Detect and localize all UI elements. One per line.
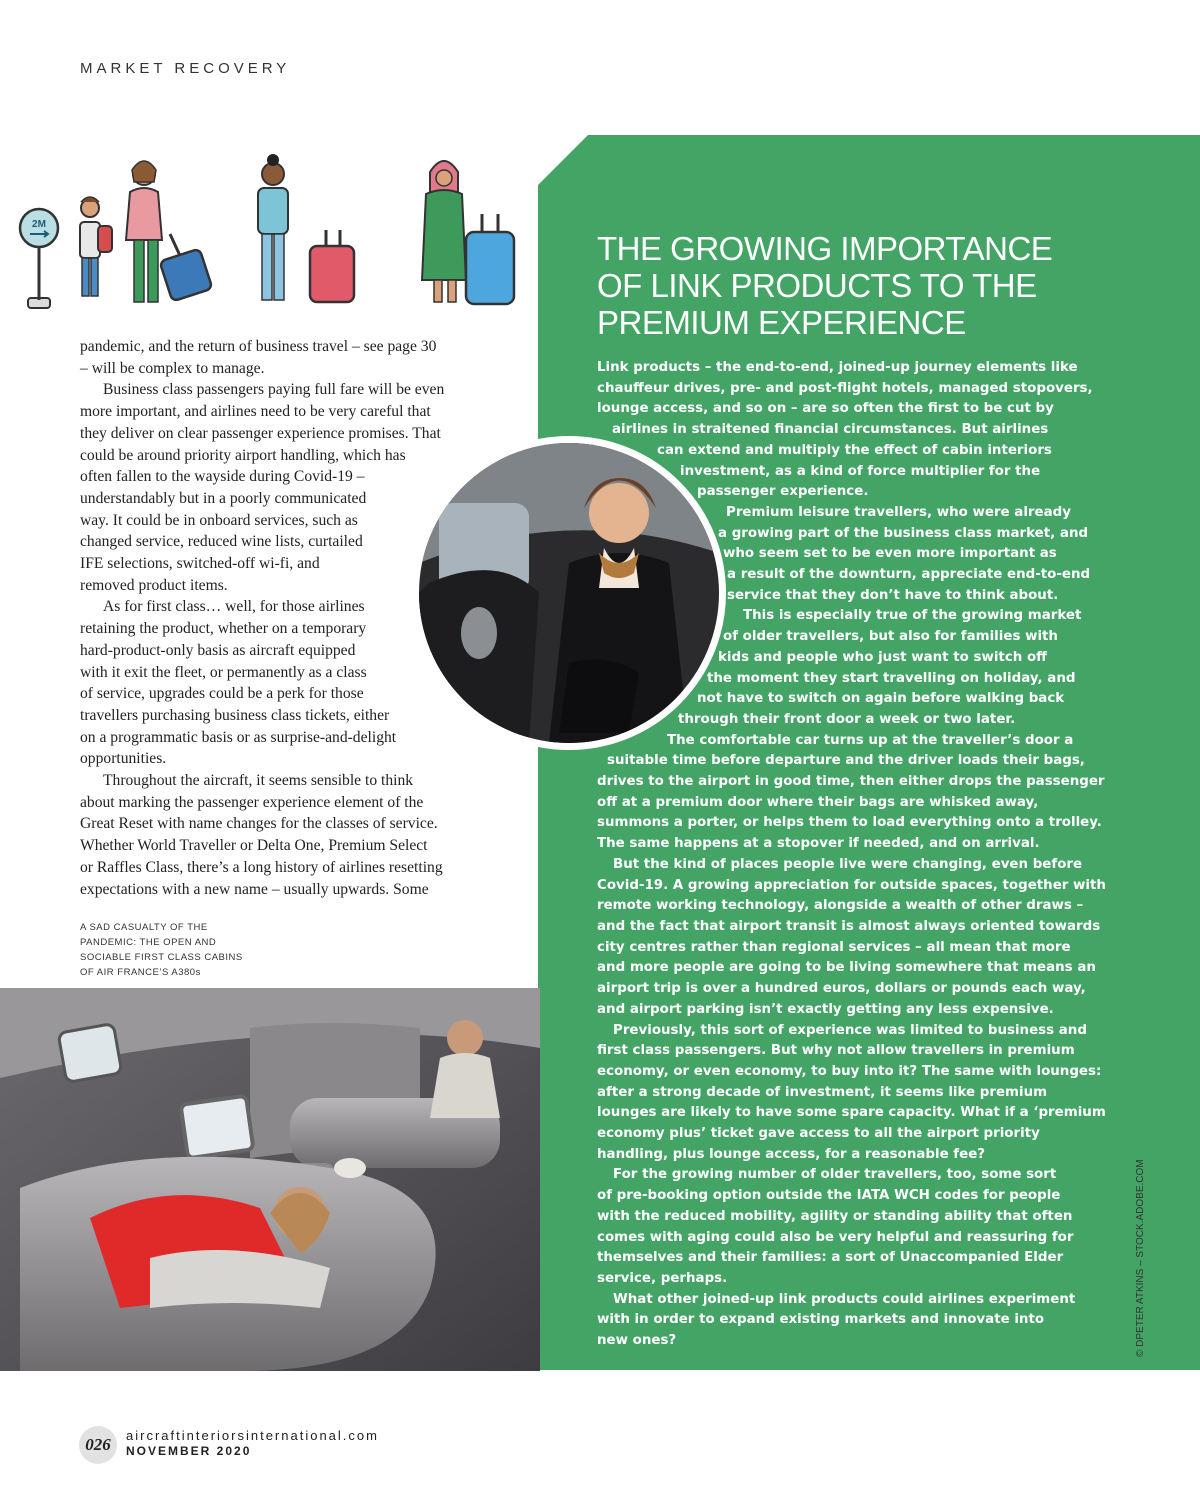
- footer-date: NOVEMBER 2020: [126, 1444, 252, 1458]
- panel-line: first class passengers. But why not allow travellers in premium: [597, 1043, 1075, 1059]
- panel-line: drives to the airport in good time, then either drops the passenger: [597, 774, 1105, 790]
- woman-pink-figure: [126, 161, 162, 302]
- body-line: As for first class… well, for those airlines: [103, 598, 365, 616]
- panel-line: airlines in straitened financial circumstances. But airlines: [612, 422, 1049, 438]
- body-line: travellers purchasing business class tickets, either: [80, 706, 390, 724]
- panel-line: city centres rather than regional services – all mean that more: [597, 939, 1071, 955]
- panel-line: new ones?: [597, 1333, 677, 1349]
- panel-line: The comfortable car turns up at the traveller’s door a: [667, 732, 1074, 748]
- panel-line: Premium leisure travellers, who were already: [726, 504, 1071, 520]
- body-line: opportunities.: [80, 750, 167, 768]
- panel-line: can extend and multiply the effect of cabin interiors: [657, 442, 1052, 458]
- first-class-cabin-photo: [0, 988, 540, 1371]
- panel-line: a growing part of the business class market, and: [718, 525, 1089, 541]
- body-line: of service, upgrades could be a perk for those: [80, 685, 364, 703]
- caption-line: OF AIR FRANCE’S A380s: [80, 967, 201, 978]
- body-line: or Raffles Class, there’s a long history of airlines resetting: [80, 858, 443, 876]
- panel-line: Link products – the end-to-end, joined-up journey elements like: [597, 360, 1078, 375]
- panel-line: economy plus’ ticket gave access to all the airport priority: [597, 1126, 1040, 1142]
- car-passenger-image: [419, 443, 719, 743]
- caption-line: SOCIABLE FIRST CLASS CABINS: [80, 952, 243, 963]
- panel-line: service, perhaps.: [597, 1270, 728, 1286]
- panel-line: airport trip is over a hundred euros, dollars or pounds each way,: [597, 981, 1086, 997]
- body-line: IFE selections, switched-off wi-fi, and: [80, 555, 320, 573]
- body-line: Whether World Traveller or Delta One, Premium Select: [80, 837, 428, 855]
- panel-line: kids and people who just want to switch off: [718, 649, 1048, 665]
- child-figure: [80, 197, 112, 296]
- panel-line: of older travellers, but also for families with: [723, 629, 1058, 645]
- panel-line: who seem set to be even more important as: [723, 546, 1057, 562]
- body-line: Great Reset with name changes for the classes of service.: [80, 815, 438, 833]
- body-line: expectations with a new name – usually upwards. Some: [80, 880, 429, 898]
- panel-line: and the fact that airport transit is almost always oriented towards: [597, 918, 1101, 934]
- chauffeur-car-photo: [412, 436, 726, 750]
- panel-title-line: OF LINK PRODUCTS TO THE: [597, 267, 1037, 304]
- panel-line: themselves and their families: a sort of Unaccompanied Elder: [597, 1250, 1064, 1266]
- woman-hijab-figure: [422, 161, 466, 302]
- panel-line: and more people are going to be living somewhere that means an: [597, 960, 1096, 976]
- body-line: they deliver on clear passenger experience promises. That: [80, 424, 441, 442]
- woman-phone-figure: [258, 154, 288, 300]
- photo-credit: © DPETER ATKINS – STOCK.ADOBE.COM: [1135, 1159, 1146, 1357]
- panel-line: But the kind of places people live were changing, even before: [613, 856, 1083, 872]
- panel-line: the moment they start travelling on holiday, and: [707, 670, 1076, 686]
- body-line: – will be complex to manage.: [80, 359, 265, 377]
- distance-sign-text: 2M: [32, 219, 46, 230]
- body-line: retaining the product, whether on a temporary: [80, 620, 367, 638]
- suitcase-navy-icon: [160, 234, 213, 301]
- panel-line: investment, as a kind of force multiplier for the: [680, 463, 1041, 479]
- body-line: often fallen to the wayside during Covid-19 –: [80, 468, 365, 486]
- body-line: with it exit the fleet, or permanently as a class: [80, 663, 367, 681]
- panel-line: with in order to expand existing markets and innovate into: [597, 1312, 1045, 1328]
- body-line: could be around priority airport handling, which has: [80, 446, 406, 464]
- panel-line: What other joined-up link products could airlines experiment: [613, 1291, 1076, 1307]
- panel-line: with the reduced mobility, agility or standing ability that often: [597, 1208, 1073, 1224]
- caption-line: PANDEMIC: THE OPEN AND: [80, 937, 217, 948]
- body-line: Throughout the aircraft, it seems sensible to think: [103, 772, 414, 790]
- body-line: about marking the passenger experience element of the: [80, 793, 424, 811]
- panel-line: summons a porter, or helps them to load everything onto a trolley.: [597, 815, 1102, 831]
- page-number: 026: [79, 1426, 117, 1464]
- panel-title-line: THE GROWING IMPORTANCE: [597, 230, 1053, 267]
- section-label: MARKET RECOVERY: [80, 60, 291, 77]
- panel-line: The same happens at a stopover if needed, and on arrival.: [597, 836, 1040, 852]
- panel-line: after a strong decade of investment, it seems like premium: [597, 1084, 1048, 1100]
- panel-line: remote working technology, alongside a wealth of other draws –: [597, 898, 1084, 914]
- panel-line: service that they don’t have to think about.: [727, 587, 1059, 603]
- body-line: way. It could be in onboard services, such as: [80, 511, 358, 529]
- panel-line: a result of the downturn, appreciate end-to-end: [727, 567, 1091, 583]
- panel-line: off at a premium door where their bags are whisked away,: [597, 794, 1039, 810]
- panel-line: and airport parking isn’t exactly getting any less expensive.: [597, 1001, 1054, 1017]
- panel-line: not have to switch on again before walking back: [697, 691, 1065, 707]
- panel-line: lounge access, and so on – are so often the first to be cut by: [597, 401, 1054, 417]
- suitcase-red-icon: [310, 230, 354, 302]
- panel-line: comes with aging could also be very helpful and reassuring for: [597, 1229, 1074, 1245]
- body-line: hard-product-only basis as aircraft equipped: [80, 641, 356, 659]
- panel-line: lounges are likely to have some spare capacity. What if a ‘premium: [597, 1105, 1106, 1121]
- panel-line: through their front door a week or two later.: [678, 711, 1016, 727]
- panel-line: economy, or even economy, to buy into it? The same with lounges:: [597, 1063, 1102, 1079]
- panel-line: Covid-19. A growing appreciation for outside spaces, together with: [597, 877, 1106, 893]
- photo-caption: [80, 920, 280, 980]
- panel-line: passenger experience.: [697, 484, 869, 500]
- body-line: on a programmatic basis or as surprise-and-delight: [80, 728, 397, 746]
- suitcase-blue-icon: [466, 214, 514, 304]
- caption-line: A SAD CASUALTY OF THE: [80, 922, 208, 933]
- panel-title: [597, 230, 1117, 341]
- panel-line: handling, plus lounge access, for a reasonable fee?: [597, 1146, 986, 1162]
- panel-line: of pre-booking option outside the IATA WCH codes for people: [597, 1188, 1061, 1204]
- panel-line: Previously, this sort of experience was limited to business and: [613, 1022, 1087, 1038]
- distance-sign-icon: [20, 209, 58, 308]
- queue-illustration: [10, 150, 530, 320]
- body-line: removed product items.: [80, 576, 228, 594]
- body-line: more important, and airlines need to be very careful that: [80, 403, 431, 421]
- body-line: understandably but in a poorly communicated: [80, 489, 367, 507]
- body-line: Business class passengers paying full fare will be even: [103, 381, 445, 399]
- panel-line: This is especially true of the growing market: [743, 608, 1082, 624]
- panel-line: For the growing number of older travellers, too, some sort: [613, 1167, 1057, 1183]
- footer-site: aircraftinteriorsinternational.com: [126, 1428, 379, 1443]
- panel-title-line: PREMIUM EXPERIENCE: [597, 304, 966, 341]
- panel-line: suitable time before departure and the driver loads their bags,: [607, 753, 1085, 769]
- body-line: pandemic, and the return of business travel – see page 30: [80, 338, 437, 355]
- panel-line: chauffeur drives, pre- and post-flight hotels, managed stopovers,: [597, 380, 1093, 396]
- body-line: changed service, reduced wine lists, curtailed: [80, 533, 363, 551]
